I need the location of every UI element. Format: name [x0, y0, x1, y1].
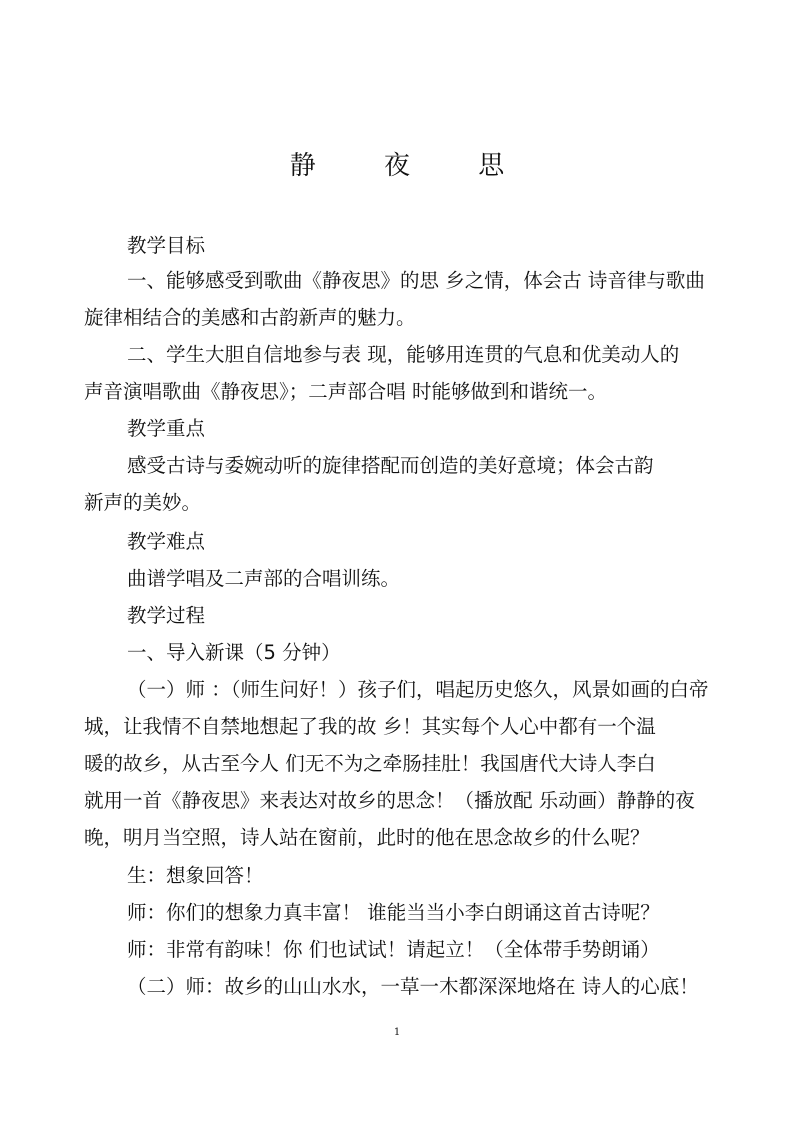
- paragraph-line: 一、能够感受到歌曲《静夜思》的思 乡之情，体会古 诗音律与歌曲: [127, 269, 705, 292]
- paragraph-line: 暖的故乡，从古至今人 们无不为之牵肠挂肚！我国唐代大诗人李白: [84, 752, 656, 775]
- heading-teaching-objectives: 教学目标: [127, 234, 206, 257]
- heading-teaching-process: 教学过程: [127, 604, 206, 627]
- document-title: 静 夜 思: [289, 151, 535, 181]
- paragraph-line: 新声的美妙。: [84, 491, 202, 514]
- paragraph-line: 声音演唱歌曲《静夜思》；二声部合唱 时能够做到和谐统一。: [84, 380, 607, 403]
- dialogue-line: 生：想象回答！: [127, 864, 264, 887]
- paragraph-line: 晚，明月当空照，诗人站在窗前，此时的他在思念故乡的什么呢？: [84, 826, 650, 849]
- paragraph-line: 就用一首《静夜思》来表达对故乡的思念！（播放配 乐动画）静静的夜: [84, 789, 695, 812]
- heading-teaching-difficulty: 教学难点: [127, 530, 206, 553]
- paragraph-line: 城，让我情不自禁地想起了我的故 乡！其实每个人心中都有一个温: [84, 715, 656, 738]
- heading-teaching-focus: 教学重点: [127, 417, 206, 440]
- paragraph-line: 曲谱学唱及二声部的合唱训练。: [127, 567, 401, 590]
- dialogue-line: 师：你们的想象力真丰富！ 谁能当当小李白朗诵这首古诗呢？: [127, 901, 660, 924]
- paragraph-line: （一）师 ：（师生问好！）孩子们，唱起历史悠久，风景如画的白帝: [127, 678, 709, 701]
- section-heading: 一、导入新课（5 分钟）: [127, 641, 341, 664]
- dialogue-line: 师：非常有韵味！你 们也试试！请起立！（全体带手势朗诵）: [127, 938, 660, 961]
- paragraph-line: 感受古诗与委婉动听的旋律搭配而创造的美好意境；体会古韵: [127, 454, 654, 477]
- paragraph-line: 旋律相结合的美感和古韵新声的魅力。: [84, 306, 416, 329]
- paragraph-line: 二、学生大胆自信地参与表 现，能够用连贯的气息和优美动人的: [127, 343, 680, 366]
- page-number: 1: [393, 1027, 401, 1038]
- dialogue-line: （二）师：故乡的山山水水，一草一木都深深地烙在 诗人的心底！: [127, 975, 699, 998]
